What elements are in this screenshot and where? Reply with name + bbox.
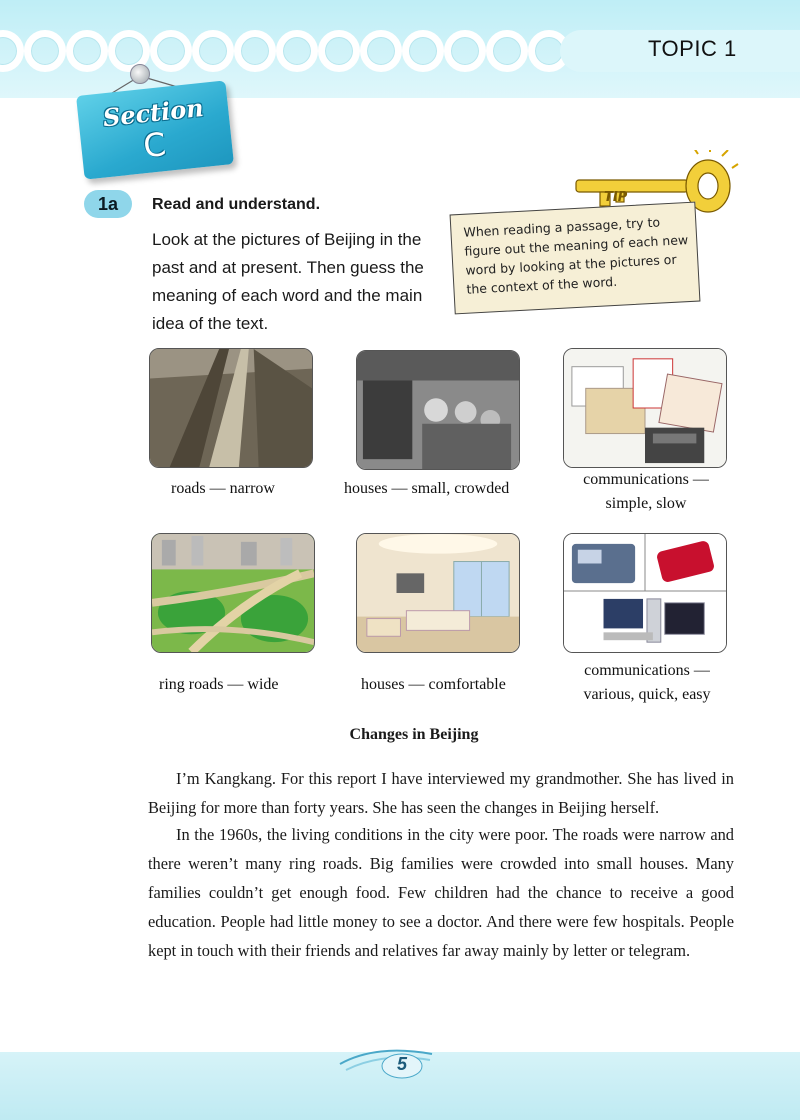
tip-text: When reading a passage, try to figure out the meaning of each new word by looking at the pictures or the context of the word. bbox=[463, 214, 689, 297]
activity-intro: Look at the pictures of Beijing in the past and at present. Then guess the meaning of each word and the main idea of the text. bbox=[152, 230, 424, 333]
passage-title: Changes in Beijing bbox=[349, 726, 479, 743]
picture-old-house bbox=[356, 350, 520, 470]
caption-old-comm-line2: simple, slow bbox=[605, 495, 687, 512]
passage-paragraph-2: In the 1960s, the living conditions in the city were poor. The roads were narrow and there weren’t many ring roads. Big families were crowded into small houses. Many families couldn’t get enough food. Few children had the chance to receive a good education. People had little money to see a doctor. And there were few hospitals. People kept in touch with their friends and relatives far away mainly by letter or telegram. bbox=[148, 825, 734, 960]
caption-new-communications bbox=[552, 662, 742, 704]
caption-new-roads: ring roads — wide bbox=[159, 676, 279, 693]
activity-instruction: Read and understand. bbox=[152, 196, 321, 213]
picture-old-communication bbox=[563, 348, 727, 468]
caption-new-comm-line2: various, quick, easy bbox=[583, 686, 711, 703]
section-sign bbox=[76, 80, 234, 179]
caption-old-communications bbox=[556, 471, 736, 513]
section-letter: C bbox=[141, 125, 168, 166]
caption-new-houses: houses — comfortable bbox=[361, 676, 506, 693]
caption-new-comm-line1: communications — bbox=[584, 662, 710, 679]
passage-paragraph-1: I’m Kangkang. For this report I have interviewed my grandmother. She has lived in Beijing for more than forty years. She has seen the changes in Beijing herself. bbox=[148, 769, 734, 817]
page-number: 5 bbox=[396, 1054, 407, 1074]
topic-label: TOPIC 1 bbox=[648, 36, 737, 61]
picture-old-road bbox=[149, 348, 313, 468]
activity-badge: 1a bbox=[84, 190, 132, 218]
tip-label: TIP bbox=[604, 190, 628, 205]
caption-old-roads: roads — narrow bbox=[171, 480, 275, 497]
caption-old-houses: houses — small, crowded bbox=[344, 480, 510, 497]
section-word: Section bbox=[101, 92, 205, 133]
nail-icon bbox=[130, 64, 150, 84]
picture-new-house bbox=[356, 533, 520, 653]
picture-ring-road bbox=[151, 533, 315, 653]
tip-card bbox=[450, 202, 701, 315]
decorative-rings bbox=[0, 30, 570, 72]
caption-old-comm-line1: communications — bbox=[583, 471, 709, 488]
picture-new-communication bbox=[563, 533, 727, 653]
